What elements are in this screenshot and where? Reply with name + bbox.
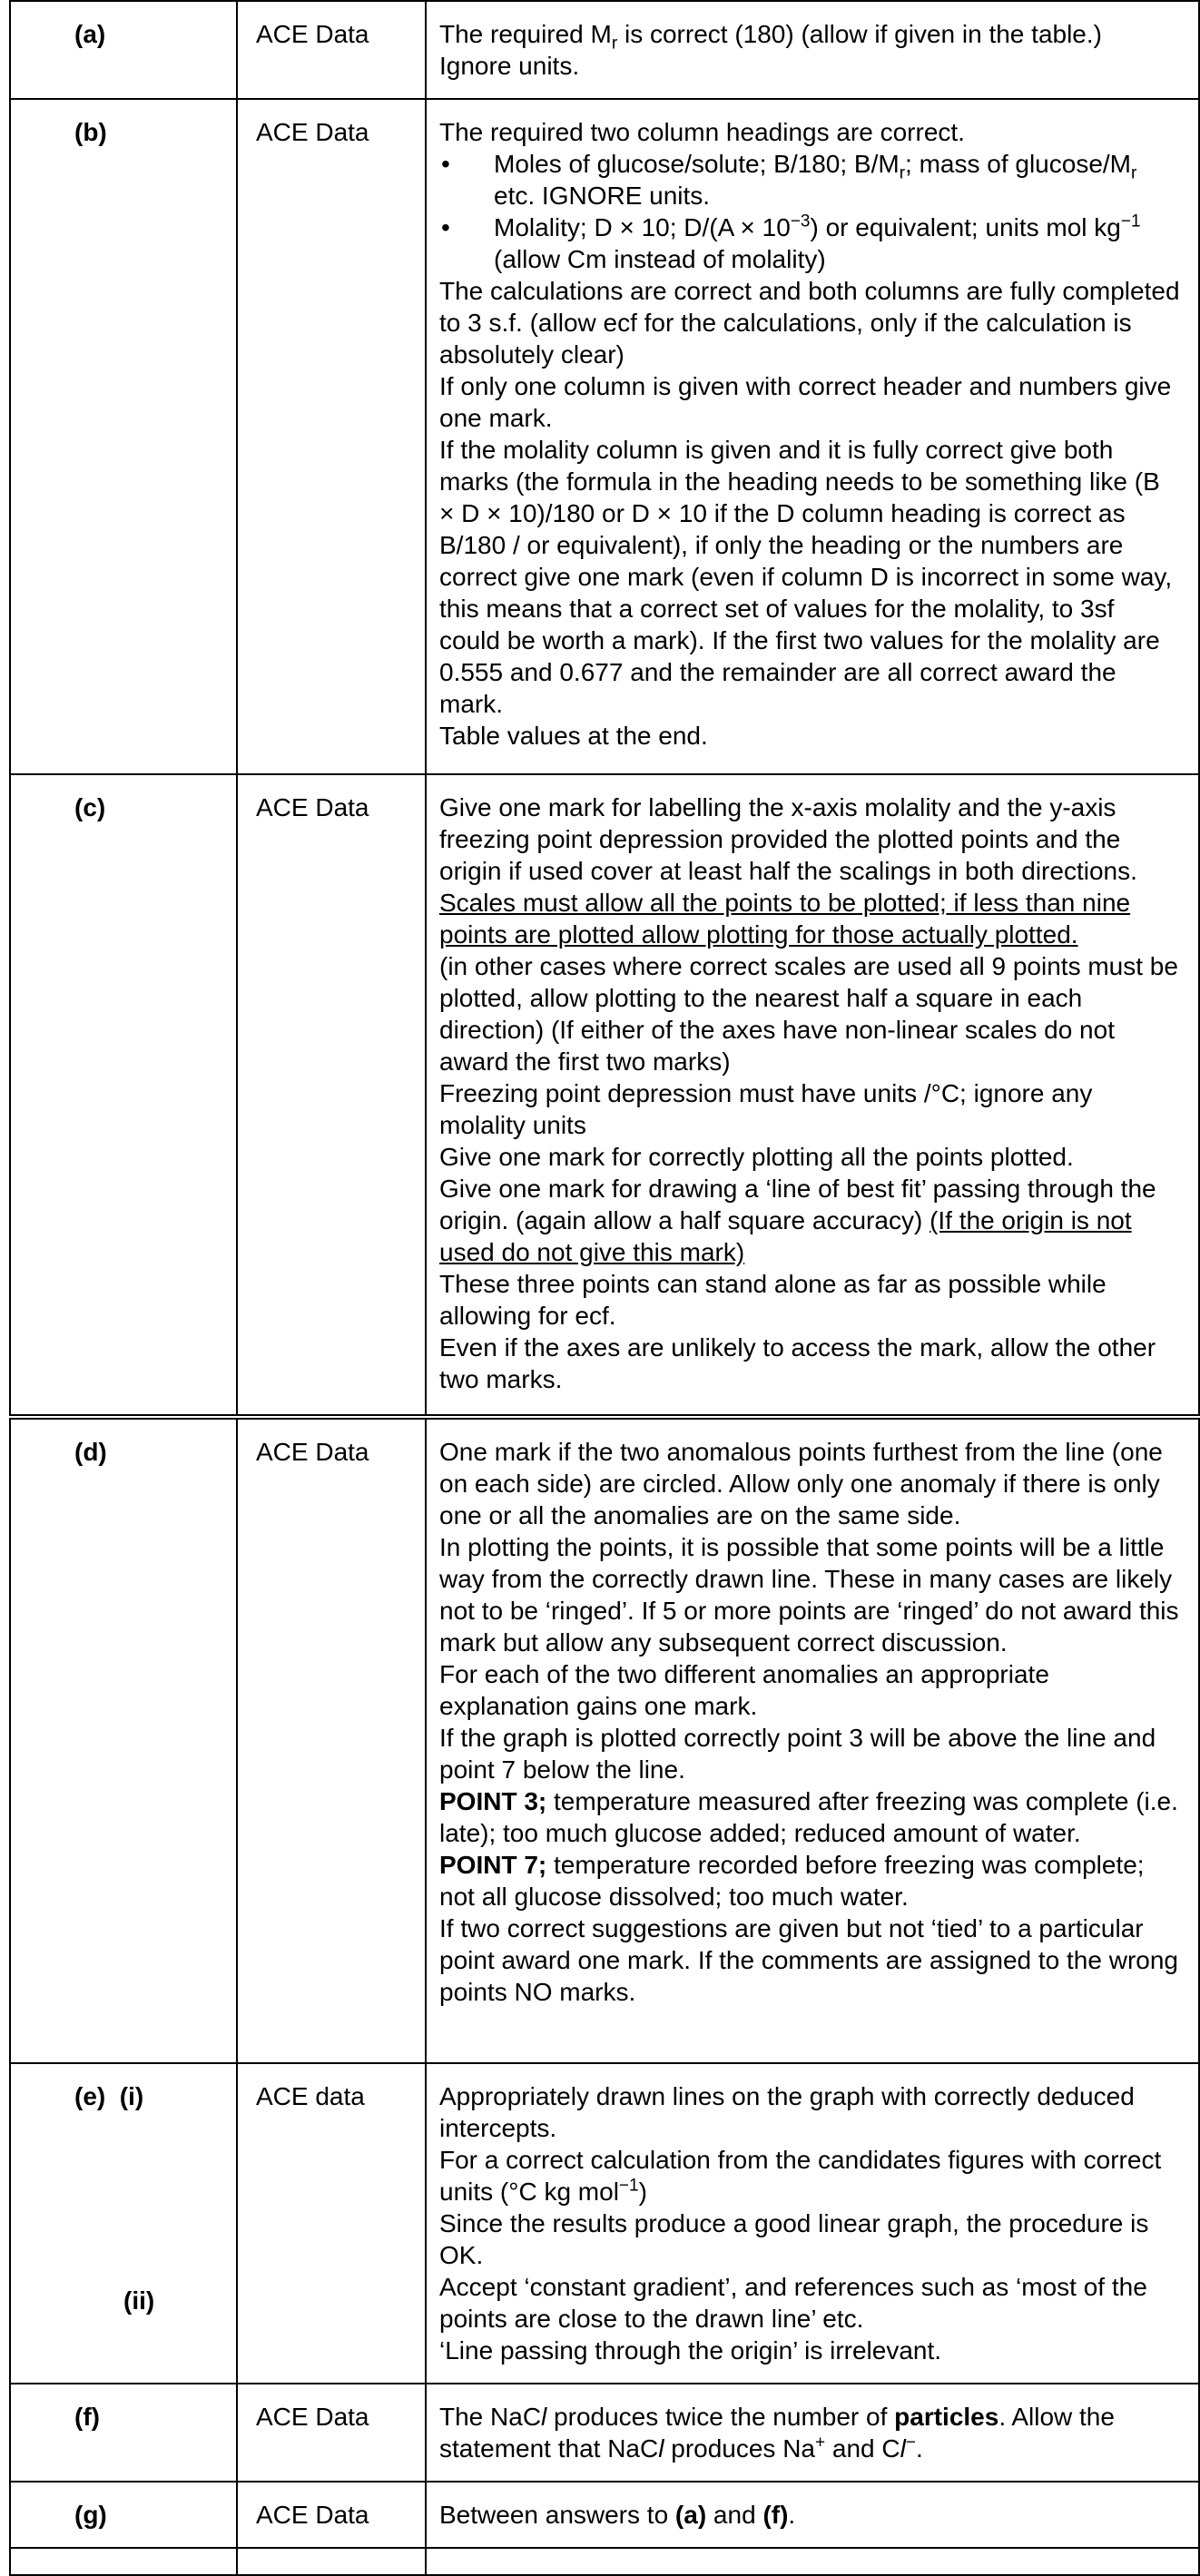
text-run: POINT 3; <box>439 1787 547 1815</box>
text-run: produces twice the number of <box>546 2403 895 2431</box>
text-line: The calculations are correct and both columns are fully completed to 3 s.f. (allow ecf for the calculations, only if the calculation is absolutely clear) <box>439 277 1180 369</box>
text-run: . Allow the statement that NaC <box>439 2403 1115 2463</box>
guidance-text <box>426 2063 1199 2384</box>
text-run: ; mass of glucose/M <box>905 150 1131 178</box>
part-label: (a) <box>10 1 237 99</box>
text-run: The required M <box>439 20 612 48</box>
mark-scheme-table-1 <box>9 0 1200 1416</box>
guidance-text <box>426 2384 1199 2482</box>
mark-scheme-table-2 <box>9 1418 1200 2576</box>
text-run: + <box>815 2433 826 2453</box>
text-line: If the graph is plotted correctly point 3 will be above the line and point 7 below the line. <box>439 1724 1156 1784</box>
source-label: ACE Data <box>237 99 426 774</box>
text-line: If two correct suggestions are given but not ‘tied’ to a particular point award one mark. If the comments are assigned to the wrong points NO marks. <box>439 1914 1178 2006</box>
bullet-icon: • <box>441 150 450 178</box>
text-run: −1 <box>618 2176 639 2196</box>
text-line: ‘Line passing through the origin’ is irrelevant. <box>439 2336 942 2365</box>
source-label: ACE Data <box>237 1 426 99</box>
part-label: (b) <box>10 99 237 774</box>
guidance-text <box>426 99 1199 774</box>
table-row <box>10 774 1199 1415</box>
subpart-label-i: (i) <box>119 2082 144 2110</box>
text-line: Ignore units. <box>439 52 580 80</box>
text-run: . <box>915 2434 923 2463</box>
text-run: (allow Cm instead of molality) <box>494 245 826 273</box>
text-line: Scales must allow all the points to be plotted; if less than nine points are plotted allow plotting for those actually plotted. <box>439 889 1131 949</box>
text-line: Give one mark for correctly plotting all the points plotted. <box>439 1143 1074 1171</box>
table-row <box>10 99 1199 774</box>
text-run: and C <box>825 2434 900 2463</box>
text-run: −1 <box>1120 211 1141 231</box>
source-label: ACE data <box>237 2063 426 2384</box>
text-run: −3 <box>790 211 811 231</box>
text-run: POINT 7; <box>439 1851 547 1879</box>
text-line: Table values at the end. <box>439 722 708 750</box>
guidance-text <box>426 1419 1199 2063</box>
text-line: If only one column is given with correct header and numbers give one mark. <box>439 372 1172 432</box>
text-line: (in other cases where correct scales are used all 9 points must be plotted, allow plotting to the nearest half a square in each direction) (If either of the axes have non-linear scales do not award the first two marks) <box>439 952 1178 1076</box>
text-run: l <box>658 2434 664 2463</box>
text-run: l <box>541 2403 547 2431</box>
text-run: r <box>611 34 618 54</box>
text-line: Give one mark for labelling the x-axis molality and the y-axis freezing point depression provided the plotted points and the origin if used cover at least half the scalings in both directions. <box>439 793 1137 885</box>
text-run: r <box>899 163 906 183</box>
text-run: . <box>788 2501 796 2529</box>
text-line: Freezing point depression must have units /°C; ignore any molality units <box>439 1079 1093 1139</box>
text-line: Accept ‘constant gradient’, and references such as ‘most of the points are close to the drawn line’ etc. <box>439 2273 1147 2333</box>
text-run: ) <box>638 2178 647 2206</box>
text-run: Give one mark for drawing a ‘line of best fit’ passing through the origin. (again allow a half square accuracy) <box>439 1175 1156 1234</box>
part-label <box>10 2063 237 2384</box>
part-label: (g) <box>10 2482 237 2548</box>
bullet-icon: • <box>441 213 450 241</box>
text-line: The required two column headings are correct. <box>439 118 965 146</box>
text-run: For a correct calculation from the candidates figures with correct units (°C kg mol <box>439 2146 1162 2206</box>
text-run: particles <box>894 2403 999 2431</box>
text-run: etc. IGNORE units. <box>494 182 711 210</box>
text-line: Since the results produce a good linear graph, the procedure is OK. <box>439 2209 1149 2269</box>
table-row <box>10 2482 1199 2548</box>
text-line: These three points can stand alone as far as possible while allowing for ecf. <box>439 1270 1107 1330</box>
guidance-text <box>426 774 1199 1415</box>
text-run: (f) <box>762 2501 789 2529</box>
text-line: One mark if the two anomalous points furthest from the line (one on each side) are circled. Allow only one anomaly if there is only one or all the anomalies are on the same side. <box>439 1438 1163 1529</box>
source-label: ACE Data <box>237 774 426 1415</box>
text-line: Even if the axes are unlikely to access the mark, allow the other two marks. <box>439 1333 1156 1393</box>
text-run: and <box>706 2501 763 2529</box>
guidance-text <box>426 1 1199 99</box>
text-run: Between answers to <box>439 2501 675 2529</box>
text-run: ) or equivalent; units mol kg <box>810 213 1121 241</box>
text-line: If the molality column is given and it is fully correct give both marks (the formula in the heading needs to be something like (B × D × 10)/180 or D × 10 if the D column heading is correct as B/180 / or equivalent), if only the heading or the numbers are correct give one mark (even if column D is incorrect in some way, this means that a correct set of values for the molality, to 3sf could be worth a mark). If the first two values for the molality are 0.555 and 0.677 and the remainder are all correct award the mark. <box>439 436 1173 718</box>
source-label: ACE Data <box>237 2384 426 2482</box>
text-run: The NaC <box>439 2403 542 2431</box>
table-row <box>10 2384 1199 2482</box>
text-run: produces Na <box>664 2434 816 2463</box>
list-item <box>439 211 1180 275</box>
part-label-main: (e) <box>74 2082 106 2110</box>
subpart-label-ii: (ii) <box>123 2286 155 2315</box>
list-item <box>439 148 1180 211</box>
part-label: (d) <box>10 1419 237 2063</box>
text-run: temperature measured after freezing was complete (i.e. late); too much glucose added; reduced amount of water. <box>439 1787 1178 1847</box>
part-label: (f) <box>10 2384 237 2482</box>
text-run: temperature recorded before freezing was complete; not all glucose dissolved; too much water. <box>439 1851 1145 1911</box>
text-run: r <box>1131 163 1137 183</box>
text-line: In plotting the points, it is possible that some points will be a little way from the correctly drawn line. These in many cases are likely not to be ‘ringed’. If 5 or more points are ‘ringed’ do not award this mark but allow any subsequent correct discussion. <box>439 1533 1179 1657</box>
source-label: ACE Data <box>237 1419 426 2063</box>
text-line: Appropriately drawn lines on the graph with correctly deduced intercepts. <box>439 2082 1135 2142</box>
text-run: Moles of glucose/solute; B/180; B/M <box>494 150 900 178</box>
text-line: For each of the two different anomalies an appropriate explanation gains one mark. <box>439 1660 1049 1720</box>
source-label: ACE Data <box>237 2482 426 2548</box>
table-row <box>10 2063 1199 2384</box>
table-row <box>10 1419 1199 2063</box>
part-label: (c) <box>10 774 237 1415</box>
table-row <box>10 1 1199 99</box>
text-run: l <box>900 2434 906 2463</box>
text-run: (If the origin is not used do not give this mark) <box>439 1206 1132 1266</box>
text-run: is correct (180) (allow if given in the table.) <box>617 20 1102 48</box>
text-run: − <box>905 2433 916 2453</box>
text-run: (a) <box>674 2501 707 2529</box>
text-run: Molality; D × 10; D/(A × 10 <box>494 213 791 241</box>
guidance-text <box>426 2482 1199 2548</box>
